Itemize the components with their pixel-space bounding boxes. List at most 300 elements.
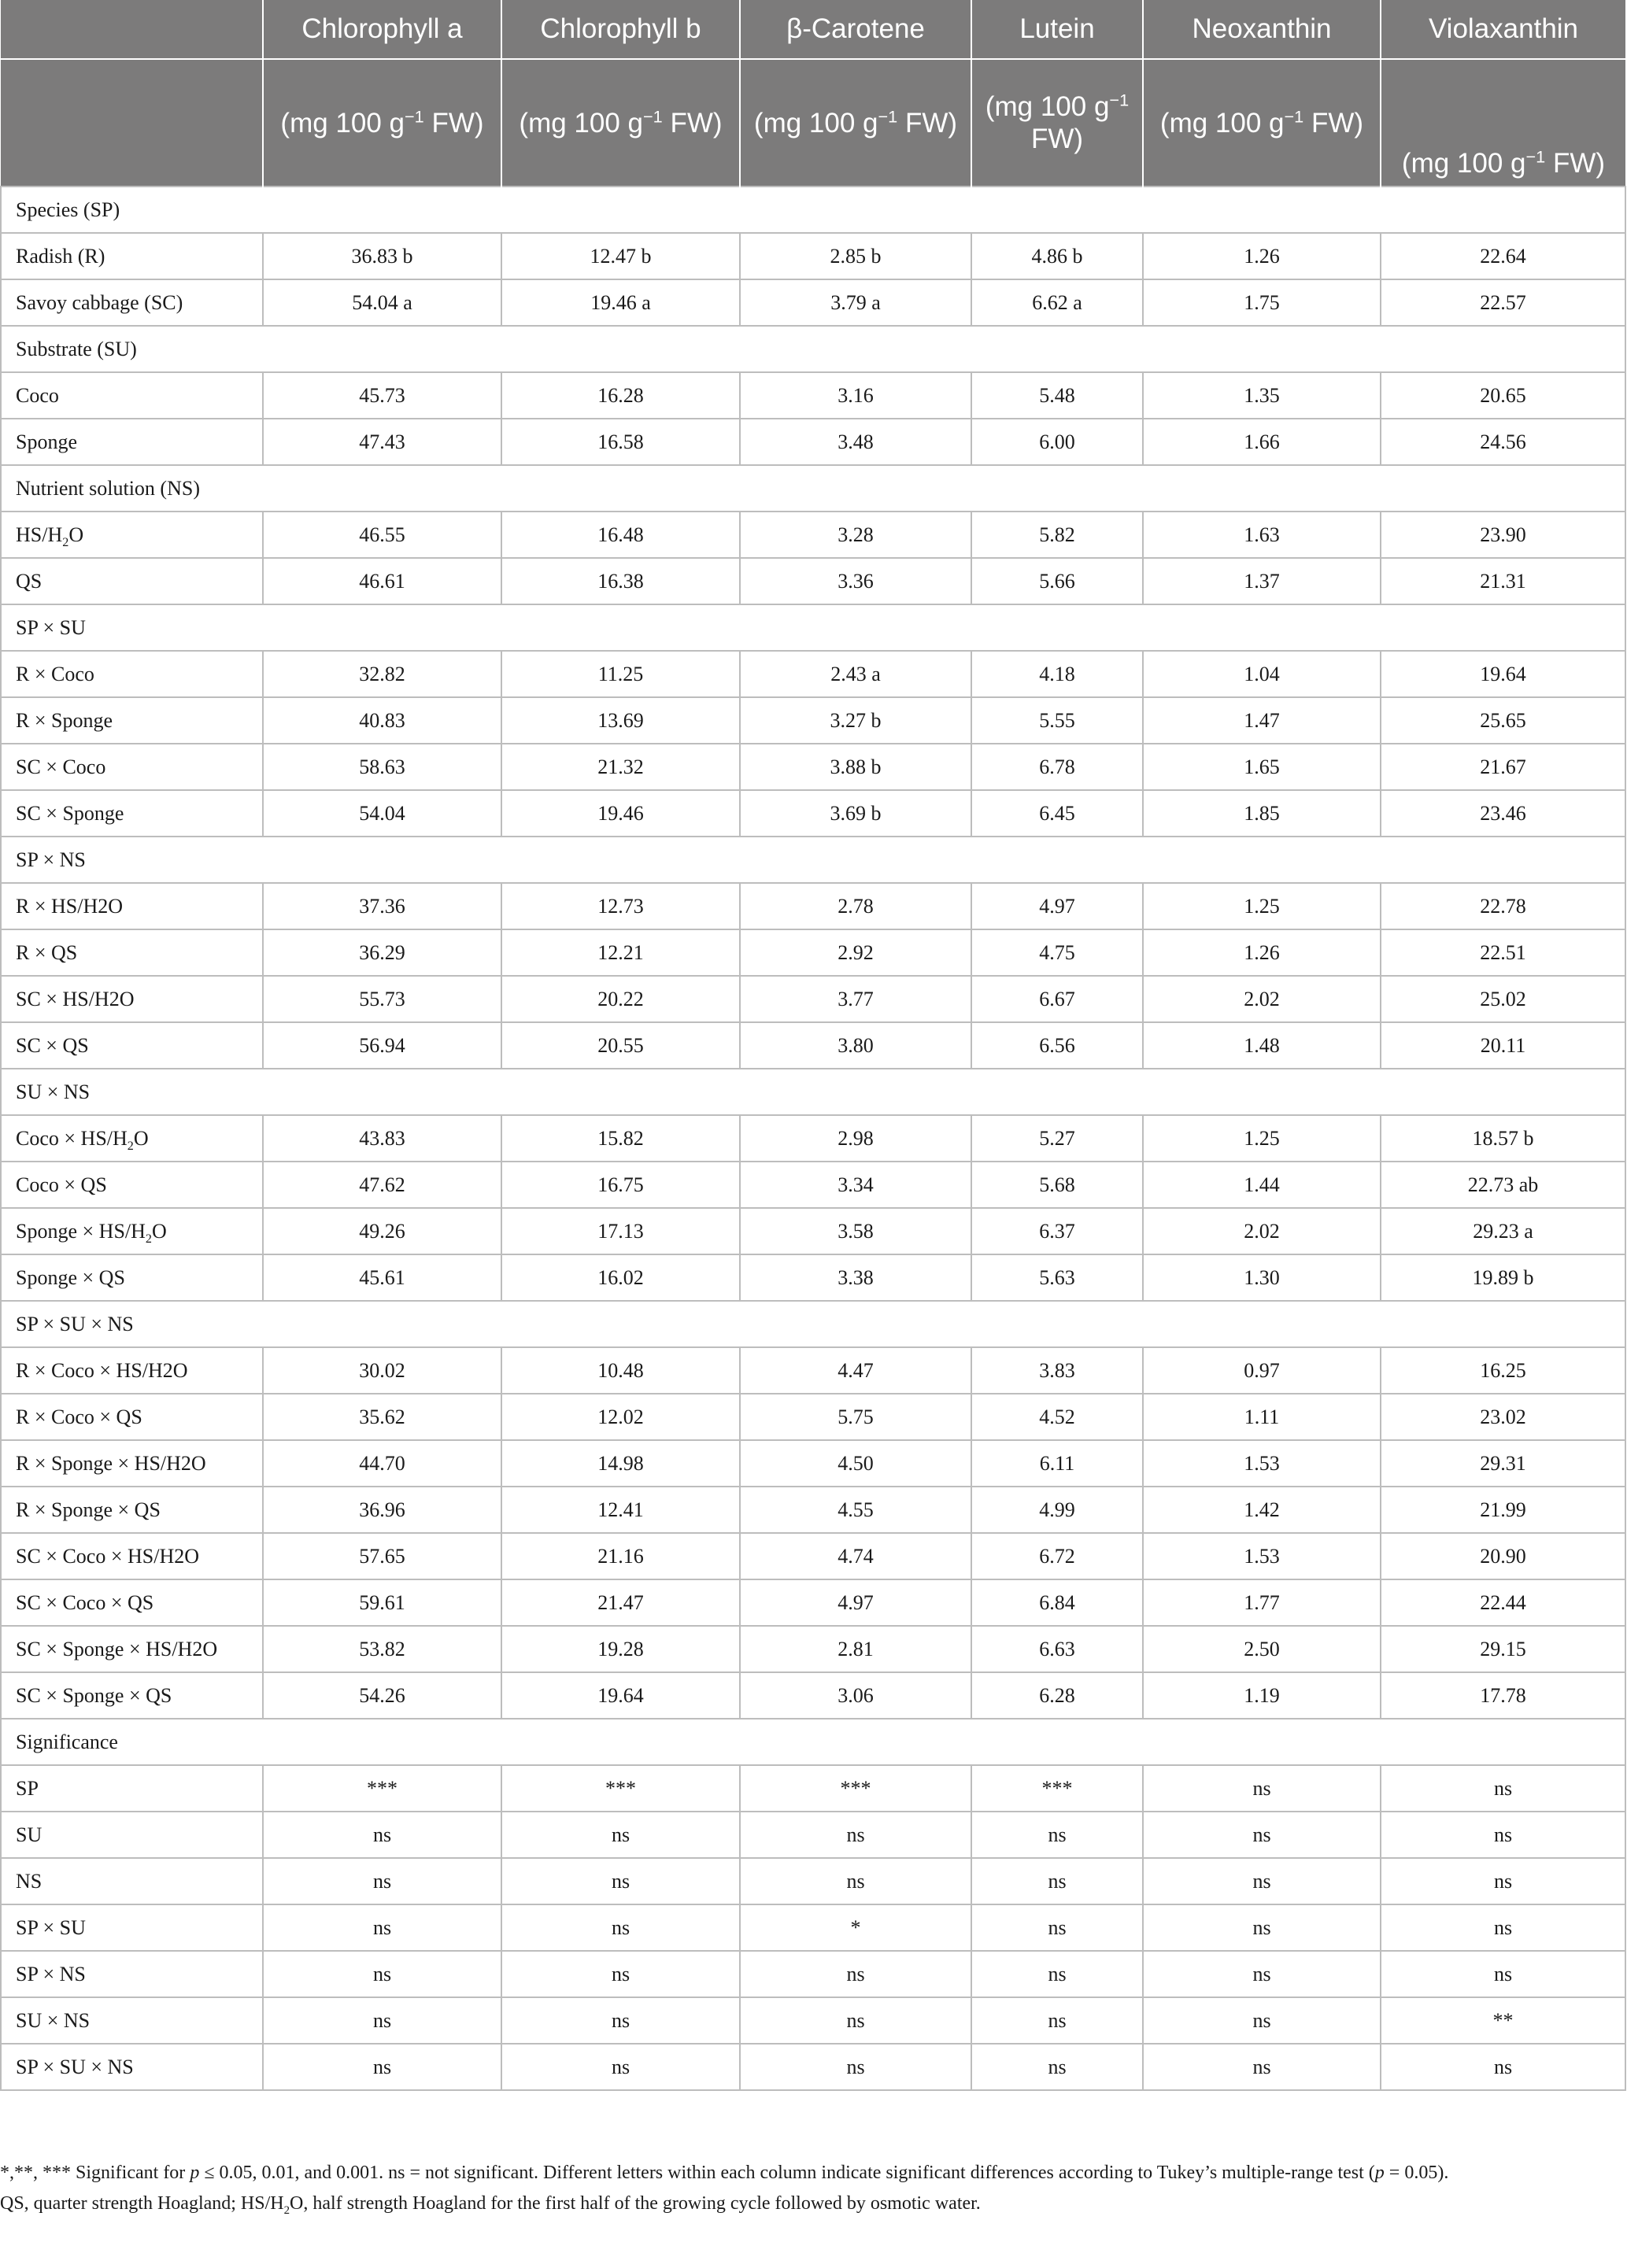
table-cell: 2.02 [1143, 1208, 1381, 1254]
table-cell: 2.43 a [740, 651, 971, 697]
row-label: SC × Sponge [1, 790, 263, 837]
row-label: R × Sponge × QS [1, 1487, 263, 1533]
table-cell: 21.31 [1381, 558, 1625, 604]
table-cell: 12.02 [501, 1394, 740, 1440]
table-cell: 17.13 [501, 1208, 740, 1254]
table-cell: 2.50 [1143, 1626, 1381, 1672]
table-row [1, 1487, 1625, 1533]
column-unit: (mg 100 $g^{-1}$ FW) [263, 59, 501, 187]
table-cell: 2.81 [740, 1626, 971, 1672]
table-cell: 47.62 [263, 1162, 501, 1208]
table-cell: ns [501, 1951, 740, 1997]
table-cell: 22.57 [1381, 279, 1625, 326]
table-row [1, 697, 1625, 744]
table-cell: ns [501, 2044, 740, 2090]
table-cell: 1.66 [1143, 419, 1381, 465]
table-cell: 1.75 [1143, 279, 1381, 326]
table-cell: ns [971, 1858, 1143, 1904]
table-cell: 36.29 [263, 929, 501, 976]
table-cell: 15.82 [501, 1115, 740, 1162]
column-unit: (mg 100 $g^{-1}$ FW) [971, 59, 1143, 187]
table-row [1, 1440, 1625, 1487]
table-cell: 45.61 [263, 1254, 501, 1301]
table-cell: 25.65 [1381, 697, 1625, 744]
row-label: R × HS/H2O [1, 883, 263, 929]
row-label: $HS/H_2O$ [1, 512, 263, 558]
table-cell: 1.77 [1143, 1579, 1381, 1626]
column-unit: (mg 100 $g^{-1}$ FW) [1381, 59, 1625, 187]
table-cell: ns [501, 1904, 740, 1951]
table-body [1, 187, 1625, 2090]
table-cell: 16.28 [501, 372, 740, 419]
table-row [1, 1347, 1625, 1394]
table-cell: 43.83 [263, 1115, 501, 1162]
table-cell: 22.64 [1381, 233, 1625, 279]
table-cell: ns [1381, 1951, 1625, 1997]
table-cell: 23.02 [1381, 1394, 1625, 1440]
table-cell: 21.32 [501, 744, 740, 790]
table-cell: ns [1381, 1904, 1625, 1951]
table-cell: 3.34 [740, 1162, 971, 1208]
table-cell: 6.72 [971, 1533, 1143, 1579]
table-cell: 19.28 [501, 1626, 740, 1672]
table-cell: ns [1143, 1858, 1381, 1904]
row-label: NS [1, 1858, 263, 1904]
table-cell: ns [263, 1904, 501, 1951]
table-cell: 5.55 [971, 697, 1143, 744]
row-label: Coco × $HS/H_2O$ [1, 1115, 263, 1162]
table-row [1, 790, 1625, 837]
table-cell: ns [263, 1997, 501, 2044]
table-row [1, 1022, 1625, 1069]
row-label: SP [1, 1765, 263, 1812]
table-row [1, 883, 1625, 929]
table-cell: ns [740, 1997, 971, 2044]
table-cell: 57.65 [263, 1533, 501, 1579]
table-cell: 59.61 [263, 1579, 501, 1626]
table-cell: 1.63 [1143, 512, 1381, 558]
row-label: SU [1, 1812, 263, 1858]
table-cell: ns [501, 1812, 740, 1858]
row-label: R × Coco × HS/H2O [1, 1347, 263, 1394]
row-label: SP × NS [1, 1951, 263, 1997]
table-cell: 1.47 [1143, 697, 1381, 744]
table-cell: ns [1381, 2044, 1625, 2090]
table-cell: ns [263, 2044, 501, 2090]
table-cell: 24.56 [1381, 419, 1625, 465]
table-cell: ns [1143, 1951, 1381, 1997]
row-label: R × Coco × QS [1, 1394, 263, 1440]
table-cell: 6.37 [971, 1208, 1143, 1254]
table-cell: 19.89 b [1381, 1254, 1625, 1301]
header-units-row [1, 59, 1625, 187]
row-label: SC × Coco × QS [1, 1579, 263, 1626]
table-cell: 2.92 [740, 929, 971, 976]
table-cell: 1.53 [1143, 1533, 1381, 1579]
footnote-abbreviations: QS, quarter strength Hoagland; $HS/H_2O$, half strength Hoagland for the first half of the growing cycle followed by osmotic water. [0, 2193, 981, 2217]
table-cell: 44.70 [263, 1440, 501, 1487]
row-label: Radish (R) [1, 233, 263, 279]
table-cell: 55.73 [263, 976, 501, 1022]
table-row [1, 1579, 1625, 1626]
column-header: β-Carotene [740, 0, 971, 59]
table-cell: 37.36 [263, 883, 501, 929]
table-cell: 16.48 [501, 512, 740, 558]
table-cell: 19.64 [1381, 651, 1625, 697]
table-cell: ns [971, 1904, 1143, 1951]
table-cell: ns [971, 2044, 1143, 2090]
table-cell: 12.73 [501, 883, 740, 929]
table-footnotes [0, 2158, 1621, 2219]
table-row [1, 279, 1625, 326]
group-header-row [1, 187, 1625, 233]
group-label: SP × SU [1, 604, 1625, 651]
table-cell: 21.47 [501, 1579, 740, 1626]
table-row [1, 372, 1625, 419]
table-cell: 21.67 [1381, 744, 1625, 790]
table-cell: 29.23 a [1381, 1208, 1625, 1254]
row-label: R × Coco [1, 651, 263, 697]
table-cell: 36.83 b [263, 233, 501, 279]
table-cell: ns [740, 1812, 971, 1858]
table-cell: ns [740, 1951, 971, 1997]
table-cell: 6.45 [971, 790, 1143, 837]
row-label: R × Sponge [1, 697, 263, 744]
table-cell: 1.53 [1143, 1440, 1381, 1487]
table-cell: ns [1381, 1765, 1625, 1812]
table-cell: 3.79 a [740, 279, 971, 326]
table-cell: 1.35 [1143, 372, 1381, 419]
group-header-row [1, 1069, 1625, 1115]
table-row [1, 976, 1625, 1022]
table-cell: 4.97 [971, 883, 1143, 929]
table-cell: 19.46 a [501, 279, 740, 326]
table-cell: 1.25 [1143, 883, 1381, 929]
header-corner-units [1, 59, 263, 187]
row-label: Savoy cabbage (SC) [1, 279, 263, 326]
table-cell: 6.28 [971, 1672, 1143, 1719]
table-cell: *** [501, 1765, 740, 1812]
group-label: SU × NS [1, 1069, 1625, 1115]
table-cell: 20.90 [1381, 1533, 1625, 1579]
table-cell: 12.41 [501, 1487, 740, 1533]
table-cell: 16.75 [501, 1162, 740, 1208]
table-cell: 5.75 [740, 1394, 971, 1440]
group-label: Nutrient solution (NS) [1, 465, 1625, 512]
table-cell: ns [1143, 1904, 1381, 1951]
table-row [1, 1394, 1625, 1440]
table-cell: ns [1381, 1858, 1625, 1904]
table-row [1, 1904, 1625, 1951]
table-cell: 5.63 [971, 1254, 1143, 1301]
table-cell: 1.04 [1143, 651, 1381, 697]
table-cell: 16.38 [501, 558, 740, 604]
header-corner [1, 0, 263, 59]
table-cell: 3.48 [740, 419, 971, 465]
row-label: SC × Sponge × HS/H2O [1, 1626, 263, 1672]
table-cell: 45.73 [263, 372, 501, 419]
column-header: Neoxanthin [1143, 0, 1381, 59]
table-cell: 19.64 [501, 1672, 740, 1719]
table-cell: 1.42 [1143, 1487, 1381, 1533]
table-cell: 3.38 [740, 1254, 971, 1301]
table-cell: 22.44 [1381, 1579, 1625, 1626]
table-cell: 4.47 [740, 1347, 971, 1394]
table-cell: 1.25 [1143, 1115, 1381, 1162]
table-cell: 3.77 [740, 976, 971, 1022]
table-cell: 22.73 ab [1381, 1162, 1625, 1208]
row-label: R × Sponge × HS/H2O [1, 1440, 263, 1487]
column-unit: (mg 100 $g^{-1}$ FW) [740, 59, 971, 187]
table-cell: 1.48 [1143, 1022, 1381, 1069]
table-cell: 4.75 [971, 929, 1143, 976]
group-label: Species (SP) [1, 187, 1625, 233]
table-row [1, 1997, 1625, 2044]
row-label: SU × NS [1, 1997, 263, 2044]
table-cell: 6.56 [971, 1022, 1143, 1069]
table-cell: 20.65 [1381, 372, 1625, 419]
table-cell: 23.90 [1381, 512, 1625, 558]
table-cell: 22.51 [1381, 929, 1625, 976]
table-cell: 6.11 [971, 1440, 1143, 1487]
table-cell: 2.02 [1143, 976, 1381, 1022]
table-cell: 4.55 [740, 1487, 971, 1533]
table-cell: 35.62 [263, 1394, 501, 1440]
row-label: Coco × QS [1, 1162, 263, 1208]
table-cell: 17.78 [1381, 1672, 1625, 1719]
table-cell: 3.28 [740, 512, 971, 558]
table-cell: 2.98 [740, 1115, 971, 1162]
table-cell: 29.15 [1381, 1626, 1625, 1672]
table-cell: 30.02 [263, 1347, 501, 1394]
table-cell: 3.58 [740, 1208, 971, 1254]
table-cell: 1.11 [1143, 1394, 1381, 1440]
table-cell: 1.26 [1143, 233, 1381, 279]
row-label: SC × QS [1, 1022, 263, 1069]
table-cell: 3.06 [740, 1672, 971, 1719]
table-cell: 58.63 [263, 744, 501, 790]
table-cell: 16.58 [501, 419, 740, 465]
table-row [1, 233, 1625, 279]
table-cell: 4.74 [740, 1533, 971, 1579]
table-cell: 3.36 [740, 558, 971, 604]
table-cell: 4.50 [740, 1440, 971, 1487]
table-cell: 23.46 [1381, 790, 1625, 837]
table-header [1, 0, 1625, 187]
table-cell: 49.26 [263, 1208, 501, 1254]
row-label: Sponge × QS [1, 1254, 263, 1301]
table-cell: 54.04 a [263, 279, 501, 326]
table-cell: ns [501, 1997, 740, 2044]
table-cell: 3.88 b [740, 744, 971, 790]
table-cell: 1.85 [1143, 790, 1381, 837]
table-cell: ns [263, 1812, 501, 1858]
table-row [1, 1208, 1625, 1254]
table-cell: 6.63 [971, 1626, 1143, 1672]
table-cell: 5.68 [971, 1162, 1143, 1208]
table-cell: 47.43 [263, 419, 501, 465]
row-label: SP × SU [1, 1904, 263, 1951]
table-row [1, 419, 1625, 465]
row-label: Sponge × $HS/H_2O$ [1, 1208, 263, 1254]
table-cell: 16.02 [501, 1254, 740, 1301]
table-cell: ns [1143, 1997, 1381, 2044]
table-row [1, 1254, 1625, 1301]
table-row [1, 558, 1625, 604]
table-cell: 40.83 [263, 697, 501, 744]
table-cell: 6.62 a [971, 279, 1143, 326]
group-label: SP × NS [1, 837, 1625, 883]
table-cell: ns [263, 1951, 501, 1997]
table-cell: 22.78 [1381, 883, 1625, 929]
table-cell: ns [971, 1997, 1143, 2044]
table-cell: 12.21 [501, 929, 740, 976]
table-cell: ns [1143, 1812, 1381, 1858]
table-cell: 1.26 [1143, 929, 1381, 976]
group-header-row [1, 837, 1625, 883]
table-cell: 0.97 [1143, 1347, 1381, 1394]
table-row [1, 1858, 1625, 1904]
table-cell: 18.57 b [1381, 1115, 1625, 1162]
table-cell: 20.22 [501, 976, 740, 1022]
table-cell: 25.02 [1381, 976, 1625, 1022]
column-header: Violaxanthin [1381, 0, 1625, 59]
table-cell: *** [740, 1765, 971, 1812]
group-header-row [1, 326, 1625, 372]
table-row [1, 651, 1625, 697]
table-cell: 21.99 [1381, 1487, 1625, 1533]
table-cell: 3.16 [740, 372, 971, 419]
table-row [1, 1533, 1625, 1579]
table-cell: 54.26 [263, 1672, 501, 1719]
table-cell: 13.69 [501, 697, 740, 744]
table-cell: 12.47 b [501, 233, 740, 279]
row-label: QS [1, 558, 263, 604]
footnote-significance: *,**, *** Significant for p ≤ 0.05, 0.01, and 0.001. ns = not significant. Different letters within each column indicate significant differences according to Tukey’s multiple-range test (p = 0.05). [0, 2163, 1449, 2183]
table-cell: ns [1143, 1765, 1381, 1812]
table-cell: ns [740, 2044, 971, 2090]
table-cell: 21.16 [501, 1533, 740, 1579]
column-header: Lutein [971, 0, 1143, 59]
table-cell: 2.78 [740, 883, 971, 929]
table-row [1, 2044, 1625, 2090]
table-cell: * [740, 1904, 971, 1951]
table-cell: 5.82 [971, 512, 1143, 558]
table-cell: 19.46 [501, 790, 740, 837]
table-row [1, 512, 1625, 558]
table-cell: 29.31 [1381, 1440, 1625, 1487]
group-label: Substrate (SU) [1, 326, 1625, 372]
column-unit: (mg 100 $g^{-1}$ FW) [1143, 59, 1381, 187]
table-cell: 1.44 [1143, 1162, 1381, 1208]
table-cell: ns [501, 1858, 740, 1904]
table-cell: 20.11 [1381, 1022, 1625, 1069]
row-label: SC × Coco [1, 744, 263, 790]
table-row [1, 1951, 1625, 1997]
table-row [1, 744, 1625, 790]
table-cell: 5.48 [971, 372, 1143, 419]
row-label: SC × Coco × HS/H2O [1, 1533, 263, 1579]
column-unit: (mg 100 $g^{-1}$ FW) [501, 59, 740, 187]
row-label: R × QS [1, 929, 263, 976]
table-cell: ns [740, 1858, 971, 1904]
table-cell: 32.82 [263, 651, 501, 697]
row-label: Sponge [1, 419, 263, 465]
table-cell: 10.48 [501, 1347, 740, 1394]
table-cell: 4.18 [971, 651, 1143, 697]
table-cell: 4.99 [971, 1487, 1143, 1533]
table-cell: 4.52 [971, 1394, 1143, 1440]
table-cell: ** [1381, 1997, 1625, 2044]
group-header-row [1, 604, 1625, 651]
table-cell: 53.82 [263, 1626, 501, 1672]
table-cell: ns [263, 1858, 501, 1904]
table-cell: 3.80 [740, 1022, 971, 1069]
table-row [1, 1162, 1625, 1208]
column-header: Chlorophyll a [263, 0, 501, 59]
row-label: SC × HS/H2O [1, 976, 263, 1022]
table-cell: 1.37 [1143, 558, 1381, 604]
table-row [1, 929, 1625, 976]
table-cell: 36.96 [263, 1487, 501, 1533]
table-cell: 16.25 [1381, 1347, 1625, 1394]
table-cell: 56.94 [263, 1022, 501, 1069]
table-cell: 6.00 [971, 419, 1143, 465]
table-cell: ns [1143, 2044, 1381, 2090]
table-cell: 6.67 [971, 976, 1143, 1022]
group-label: Significance [1, 1719, 1625, 1765]
table-cell: 11.25 [501, 651, 740, 697]
table-row [1, 1765, 1625, 1812]
table-cell: 5.27 [971, 1115, 1143, 1162]
group-label: SP × SU × NS [1, 1301, 1625, 1347]
table-cell: *** [971, 1765, 1143, 1812]
row-label: SP × SU × NS [1, 2044, 263, 2090]
table-cell: 46.55 [263, 512, 501, 558]
table-cell: 3.83 [971, 1347, 1143, 1394]
group-header-row [1, 1719, 1625, 1765]
header-names-row [1, 0, 1625, 59]
table-row [1, 1812, 1625, 1858]
table-cell: 4.86 b [971, 233, 1143, 279]
row-label: SC × Sponge × QS [1, 1672, 263, 1719]
table-cell: 54.04 [263, 790, 501, 837]
table-cell: 14.98 [501, 1440, 740, 1487]
group-header-row [1, 465, 1625, 512]
column-header: Chlorophyll b [501, 0, 740, 59]
row-label: Coco [1, 372, 263, 419]
table-cell: 5.66 [971, 558, 1143, 604]
table-cell: 2.85 b [740, 233, 971, 279]
table-row [1, 1115, 1625, 1162]
table-cell: 4.97 [740, 1579, 971, 1626]
table-cell: 1.65 [1143, 744, 1381, 790]
table-cell: ns [971, 1812, 1143, 1858]
table-row [1, 1672, 1625, 1719]
table-cell: ns [1381, 1812, 1625, 1858]
table-cell: 46.61 [263, 558, 501, 604]
table-cell: ns [971, 1951, 1143, 1997]
table-cell: 6.78 [971, 744, 1143, 790]
table-cell: 20.55 [501, 1022, 740, 1069]
table-cell: 3.27 b [740, 697, 971, 744]
group-header-row [1, 1301, 1625, 1347]
table-cell: 1.30 [1143, 1254, 1381, 1301]
table-row [1, 1626, 1625, 1672]
table-cell: 1.19 [1143, 1672, 1381, 1719]
table-cell: 3.69 b [740, 790, 971, 837]
table-cell: 6.84 [971, 1579, 1143, 1626]
